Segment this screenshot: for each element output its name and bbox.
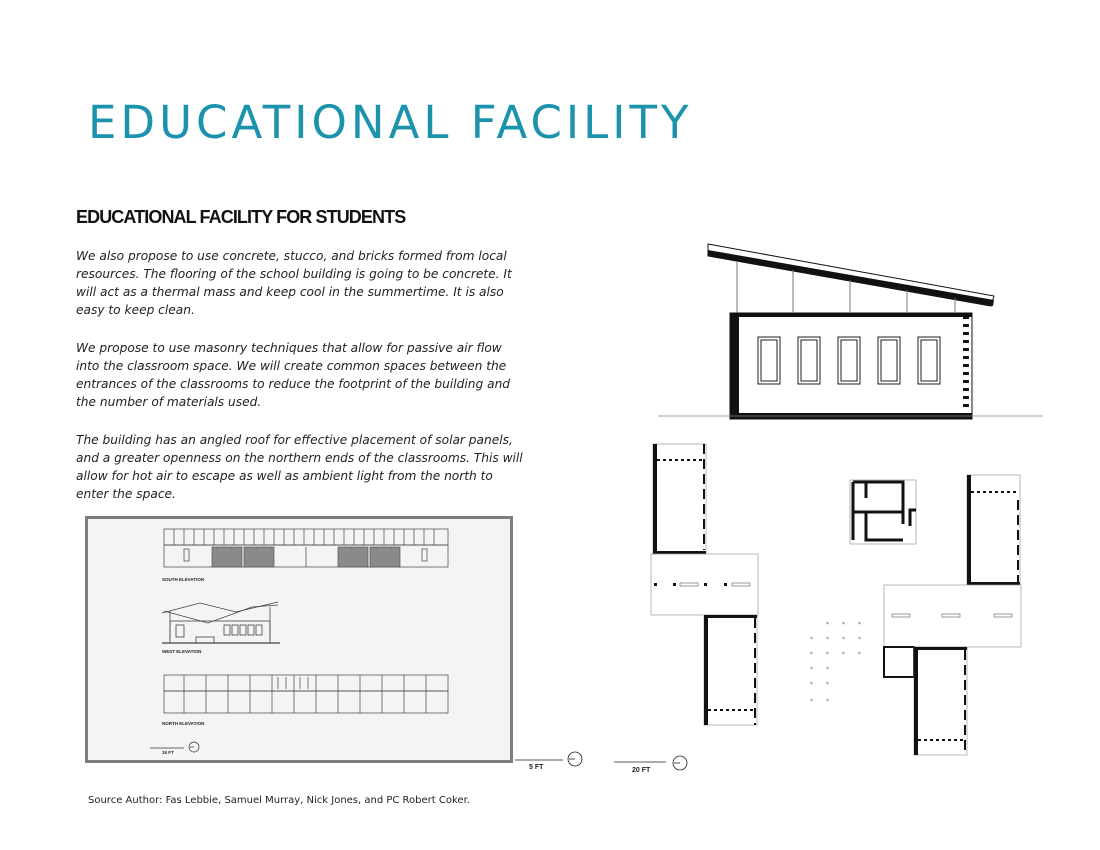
svg-text:×: ×	[842, 636, 845, 642]
section-heading: EDUCATIONAL FACILITY FOR STUDENTS	[76, 207, 406, 227]
south-elevation-label: SOUTH ELEVATION	[162, 577, 205, 582]
svg-text:×: ×	[810, 666, 813, 672]
svg-text:×: ×	[826, 666, 829, 672]
page-title: EDUCATIONAL FACILITY	[88, 96, 693, 149]
svg-text:×: ×	[826, 621, 829, 627]
source-credit: Source Author: Fas Lebbie, Samuel Murray, Nick Jones, and PC Robert Coker.	[88, 795, 470, 806]
section-scale-label: 5 FT	[529, 764, 544, 771]
floor-plan-drawing	[640, 440, 1040, 760]
svg-text:×: ×	[858, 651, 861, 657]
svg-text:×: ×	[826, 636, 829, 642]
svg-text:×: ×	[826, 698, 829, 704]
svg-text:×: ×	[842, 621, 845, 627]
floor-plan-left	[651, 444, 758, 725]
plan-scale-bar	[612, 750, 692, 776]
west-elevation-label: WEST ELEVATION	[162, 649, 202, 654]
column-grid	[810, 621, 861, 704]
paragraph-masonry: We propose to use masonry techniques that allow for passive air flow into the classroom space. We will create common spaces between the entrances of the classrooms to reduce the footprint of the building and the number of materials used.	[76, 341, 511, 409]
elevations-scale-label: 15 FT	[162, 750, 174, 755]
elevations-drawing	[88, 519, 510, 760]
svg-text:×: ×	[842, 651, 845, 657]
section-drawing	[655, 240, 1050, 425]
paragraph-materials: We also propose to use concrete, stucco, and bricks formed from local resources. The flooring of the school building is going to be concrete. It will act as a thermal mass and keep cool in the summertime. It is also easy to keep clean.	[76, 249, 512, 317]
section-scale-bar	[515, 748, 590, 774]
paragraph-roof: The building has an angled roof for effective placement of solar panels, and a greater openness on the northern ends of the classrooms. This will allow for hot air to escape as well as ambient light from the north to enter the space.	[76, 433, 523, 501]
north-elevation	[164, 675, 448, 713]
north-elevation-label: NORTH ELEVATION	[162, 721, 205, 726]
svg-text:×: ×	[826, 651, 829, 657]
south-elevation	[164, 529, 448, 567]
elevations-scale-bar	[150, 742, 199, 752]
floor-plan-annex	[850, 480, 916, 544]
svg-text:×: ×	[810, 636, 813, 642]
plan-scale-label: 20 FT	[632, 767, 651, 774]
svg-text:×: ×	[858, 621, 861, 627]
svg-text:×: ×	[826, 681, 829, 687]
svg-text:×: ×	[858, 636, 861, 642]
west-elevation	[162, 602, 280, 643]
svg-text:×: ×	[810, 698, 813, 704]
svg-text:×: ×	[810, 651, 813, 657]
svg-text:×: ×	[810, 681, 813, 687]
elevations-panel	[85, 516, 513, 763]
